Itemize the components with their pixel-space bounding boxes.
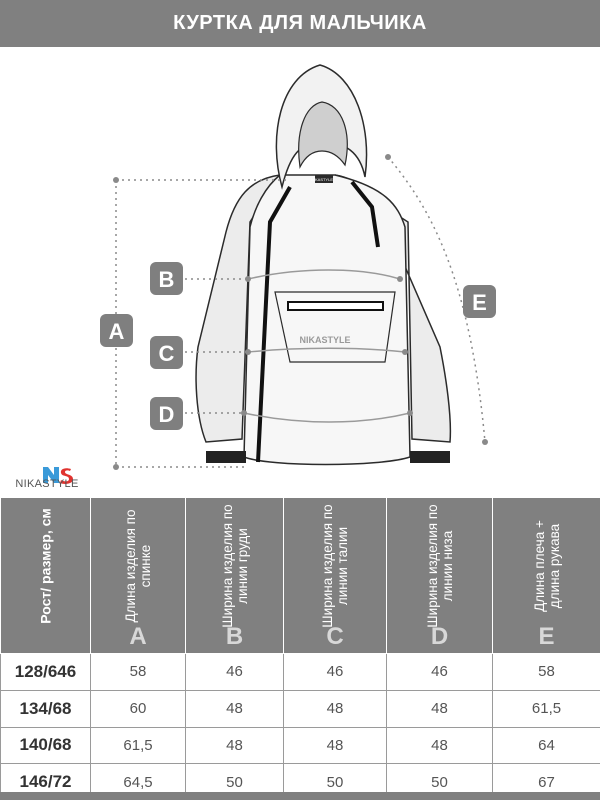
cell-c: 46 — [284, 654, 387, 691]
cell-e: 58 — [493, 654, 600, 691]
svg-text:A: A — [108, 319, 125, 344]
cell-e: 64 — [493, 727, 600, 764]
cell-b: 48 — [186, 690, 284, 727]
left-cuff — [206, 451, 246, 463]
cell-e: 61,5 — [493, 690, 600, 727]
cell-size: 128/646 — [1, 654, 91, 691]
column-header-d: Ширина изделия по линии низа D — [387, 498, 493, 654]
cell-d: 46 — [387, 654, 493, 691]
marker-a — [100, 314, 133, 347]
cell-c: 48 — [284, 690, 387, 727]
table-header-row — [1, 498, 600, 654]
cell-d: 48 — [387, 690, 493, 727]
marker-b — [150, 262, 183, 295]
cell-d: 50 — [387, 764, 493, 800]
svg-text:B: B — [158, 267, 175, 292]
table-row — [1, 654, 600, 691]
marker-d — [150, 397, 183, 430]
svg-text:C: C — [158, 341, 175, 366]
cell-size: 140/68 — [1, 727, 91, 764]
svg-text:E: E — [472, 290, 487, 315]
marker-c — [150, 336, 183, 369]
column-header-size: Рост/ размер, см — [1, 498, 91, 654]
column-header-b: Ширина изделия по линии груди B — [186, 498, 284, 654]
column-header-c: Ширина изделия по линии талии C — [284, 498, 387, 654]
cell-e: 67 — [493, 764, 600, 800]
right-cuff — [410, 451, 450, 463]
cell-a: 61,5 — [91, 727, 186, 764]
cell-b: 46 — [186, 654, 284, 691]
column-header-e: Длина плеча + длина рукава E — [493, 498, 600, 654]
size-table — [0, 497, 600, 800]
cell-a: 58 — [91, 654, 186, 691]
cell-b: 48 — [186, 727, 284, 764]
jacket-print: NIKASTYLE — [299, 335, 351, 345]
svg-text:D: D — [158, 402, 175, 427]
cell-size: 134/68 — [1, 690, 91, 727]
bottom-bar — [0, 792, 600, 800]
marker-e — [463, 285, 496, 318]
table-row — [1, 727, 600, 764]
column-header-a: Длина изделия по спинке A — [91, 498, 186, 654]
pocket-zipper — [288, 302, 383, 310]
jacket-illustration — [0, 47, 600, 497]
page-title: КУРТКА ДЛЯ МАЛЬЧИКА — [0, 0, 600, 47]
cell-a: 60 — [91, 690, 186, 727]
cell-c: 50 — [284, 764, 387, 800]
cell-b: 50 — [186, 764, 284, 800]
cell-a: 64,5 — [91, 764, 186, 800]
table-row — [1, 690, 600, 727]
cell-d: 48 — [387, 727, 493, 764]
cell-size: 146/72 — [1, 764, 91, 800]
cell-c: 48 — [284, 727, 387, 764]
brand-name: NIKASTYLE — [15, 478, 79, 490]
chest-tag: NIKASTYLE — [310, 177, 334, 182]
jacket-body — [244, 175, 410, 465]
